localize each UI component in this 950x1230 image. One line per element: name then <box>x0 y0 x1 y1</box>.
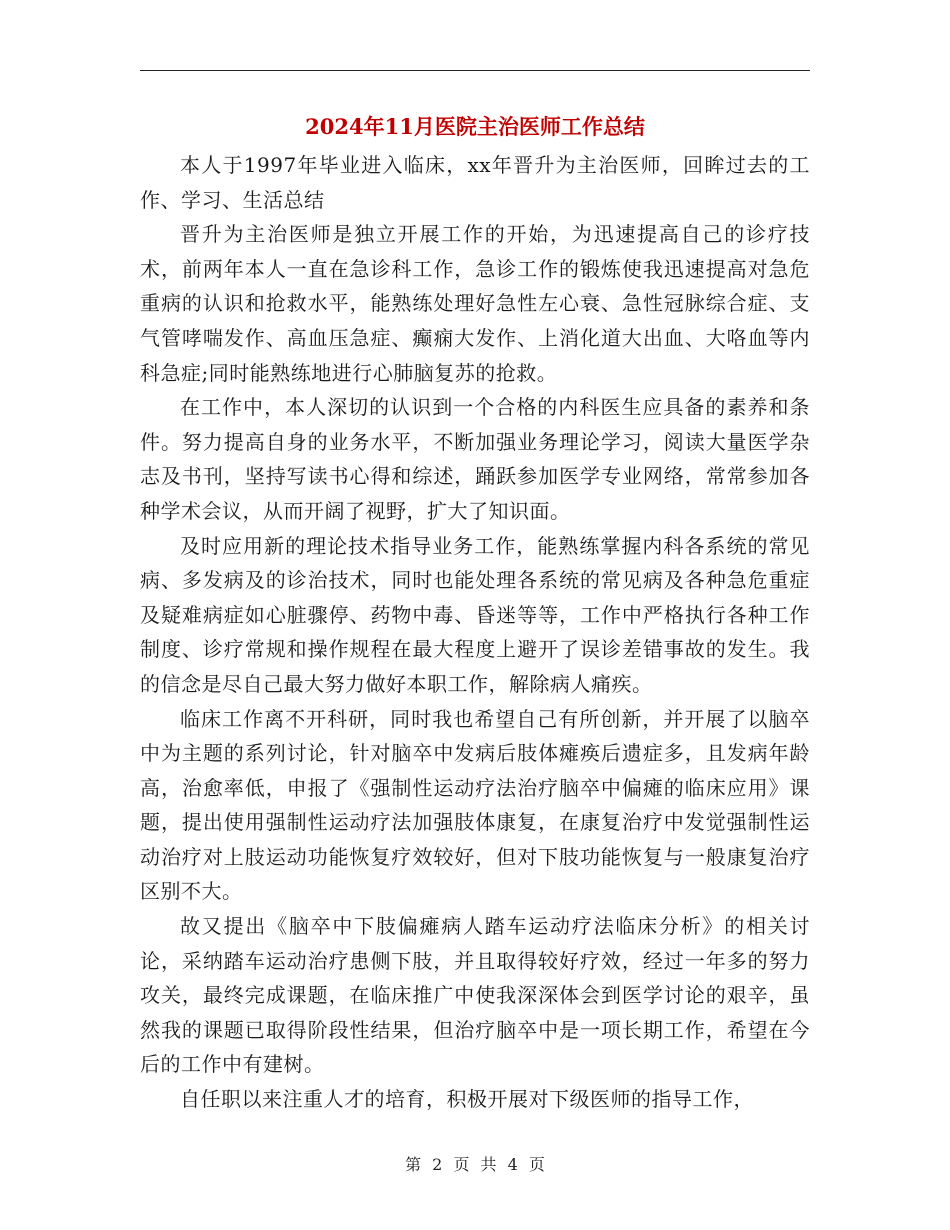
paragraph-5: 临床工作离不开科研，同时我也希望自己有所创新，并开展了以脑卒中为主题的系列讨论，针对脑卒中发病后肢体瘫痪后遗症多，且发病年龄高，治愈率低，申报了《强制性运动疗法治疗脑卒中偏瘫的临床应用》课题，提出使用强制性运动疗法加强肢体康复，在康复治疗中发觉强制性运动治疗对上肢运动功能恢复疗效较好，但对下肢功能恢复与一般康复治疗区别不大。 <box>140 706 810 904</box>
document-body <box>140 148 810 1117</box>
paragraph-7: 自任职以来注重人才的培育，积极开展对下级医师的指导工作， <box>180 1087 754 1112</box>
paragraph-2: 晋升为主治医师是独立开展工作的开始，为迅速提高自己的诊疗技术，前两年本人一直在急诊科工作，急诊工作的锻炼使我迅速提高对急危重病的认识和抢救水平，能熟练处理好急性左心衰、急性冠脉综合症、支气管哮喘发作、高血压急症、癫痫大发作、上消化道大出血、大咯血等内科急症;同时能熟练地进行心肺脑复苏的抢救。 <box>140 222 810 385</box>
document-title: 2024年11月医院主治医师工作总结 <box>305 114 645 139</box>
paragraph-1: 本人于1997年毕业进入临床，xx年晋升为主治医师，回眸过去的工作、学习、生活总结 <box>140 153 810 212</box>
page-number: 第 2 页 共 4 页 <box>405 1155 545 1174</box>
paragraph-3: 在工作中，本人深切的认识到一个合格的内科医生应具备的素养和条件。努力提高自身的业务水平，不断加强业务理论学习，阅读大量医学杂志及书刊，坚持写读书心得和综述，踊跃参加医学专业网络，常常参加各种学术会议，从而开阔了视野，扩大了知识面。 <box>140 395 810 523</box>
paragraph-6: 故又提出《脑卒中下肢偏瘫病人踏车运动疗法临床分析》的相关讨论，采纳踏车运动治疗患侧下肢，并且取得较好疗效，经过一年多的努力攻关，最终完成课题，在临床推广中使我深深体会到医学讨论的艰辛，虽然我的课题已取得阶段性结果，但治疗脑卒中是一项长期工作，希望在今后的工作中有建树。 <box>140 914 810 1077</box>
paragraph-4: 及时应用新的理论技术指导业务工作，能熟练掌握内科各系统的常见病、多发病及的诊治技术，同时也能处理各系统的常见病及各种急危重症及疑难病症如心脏骤停、药物中毒、昏迷等等，工作中严格执行各种工作制度、诊疗常规和操作规程在最大程度上避开了误诊差错事故的发生。我的信念是尽自己最大努力做好本职工作，解除病人痛疾。 <box>140 533 810 696</box>
header-rule <box>140 70 810 71</box>
